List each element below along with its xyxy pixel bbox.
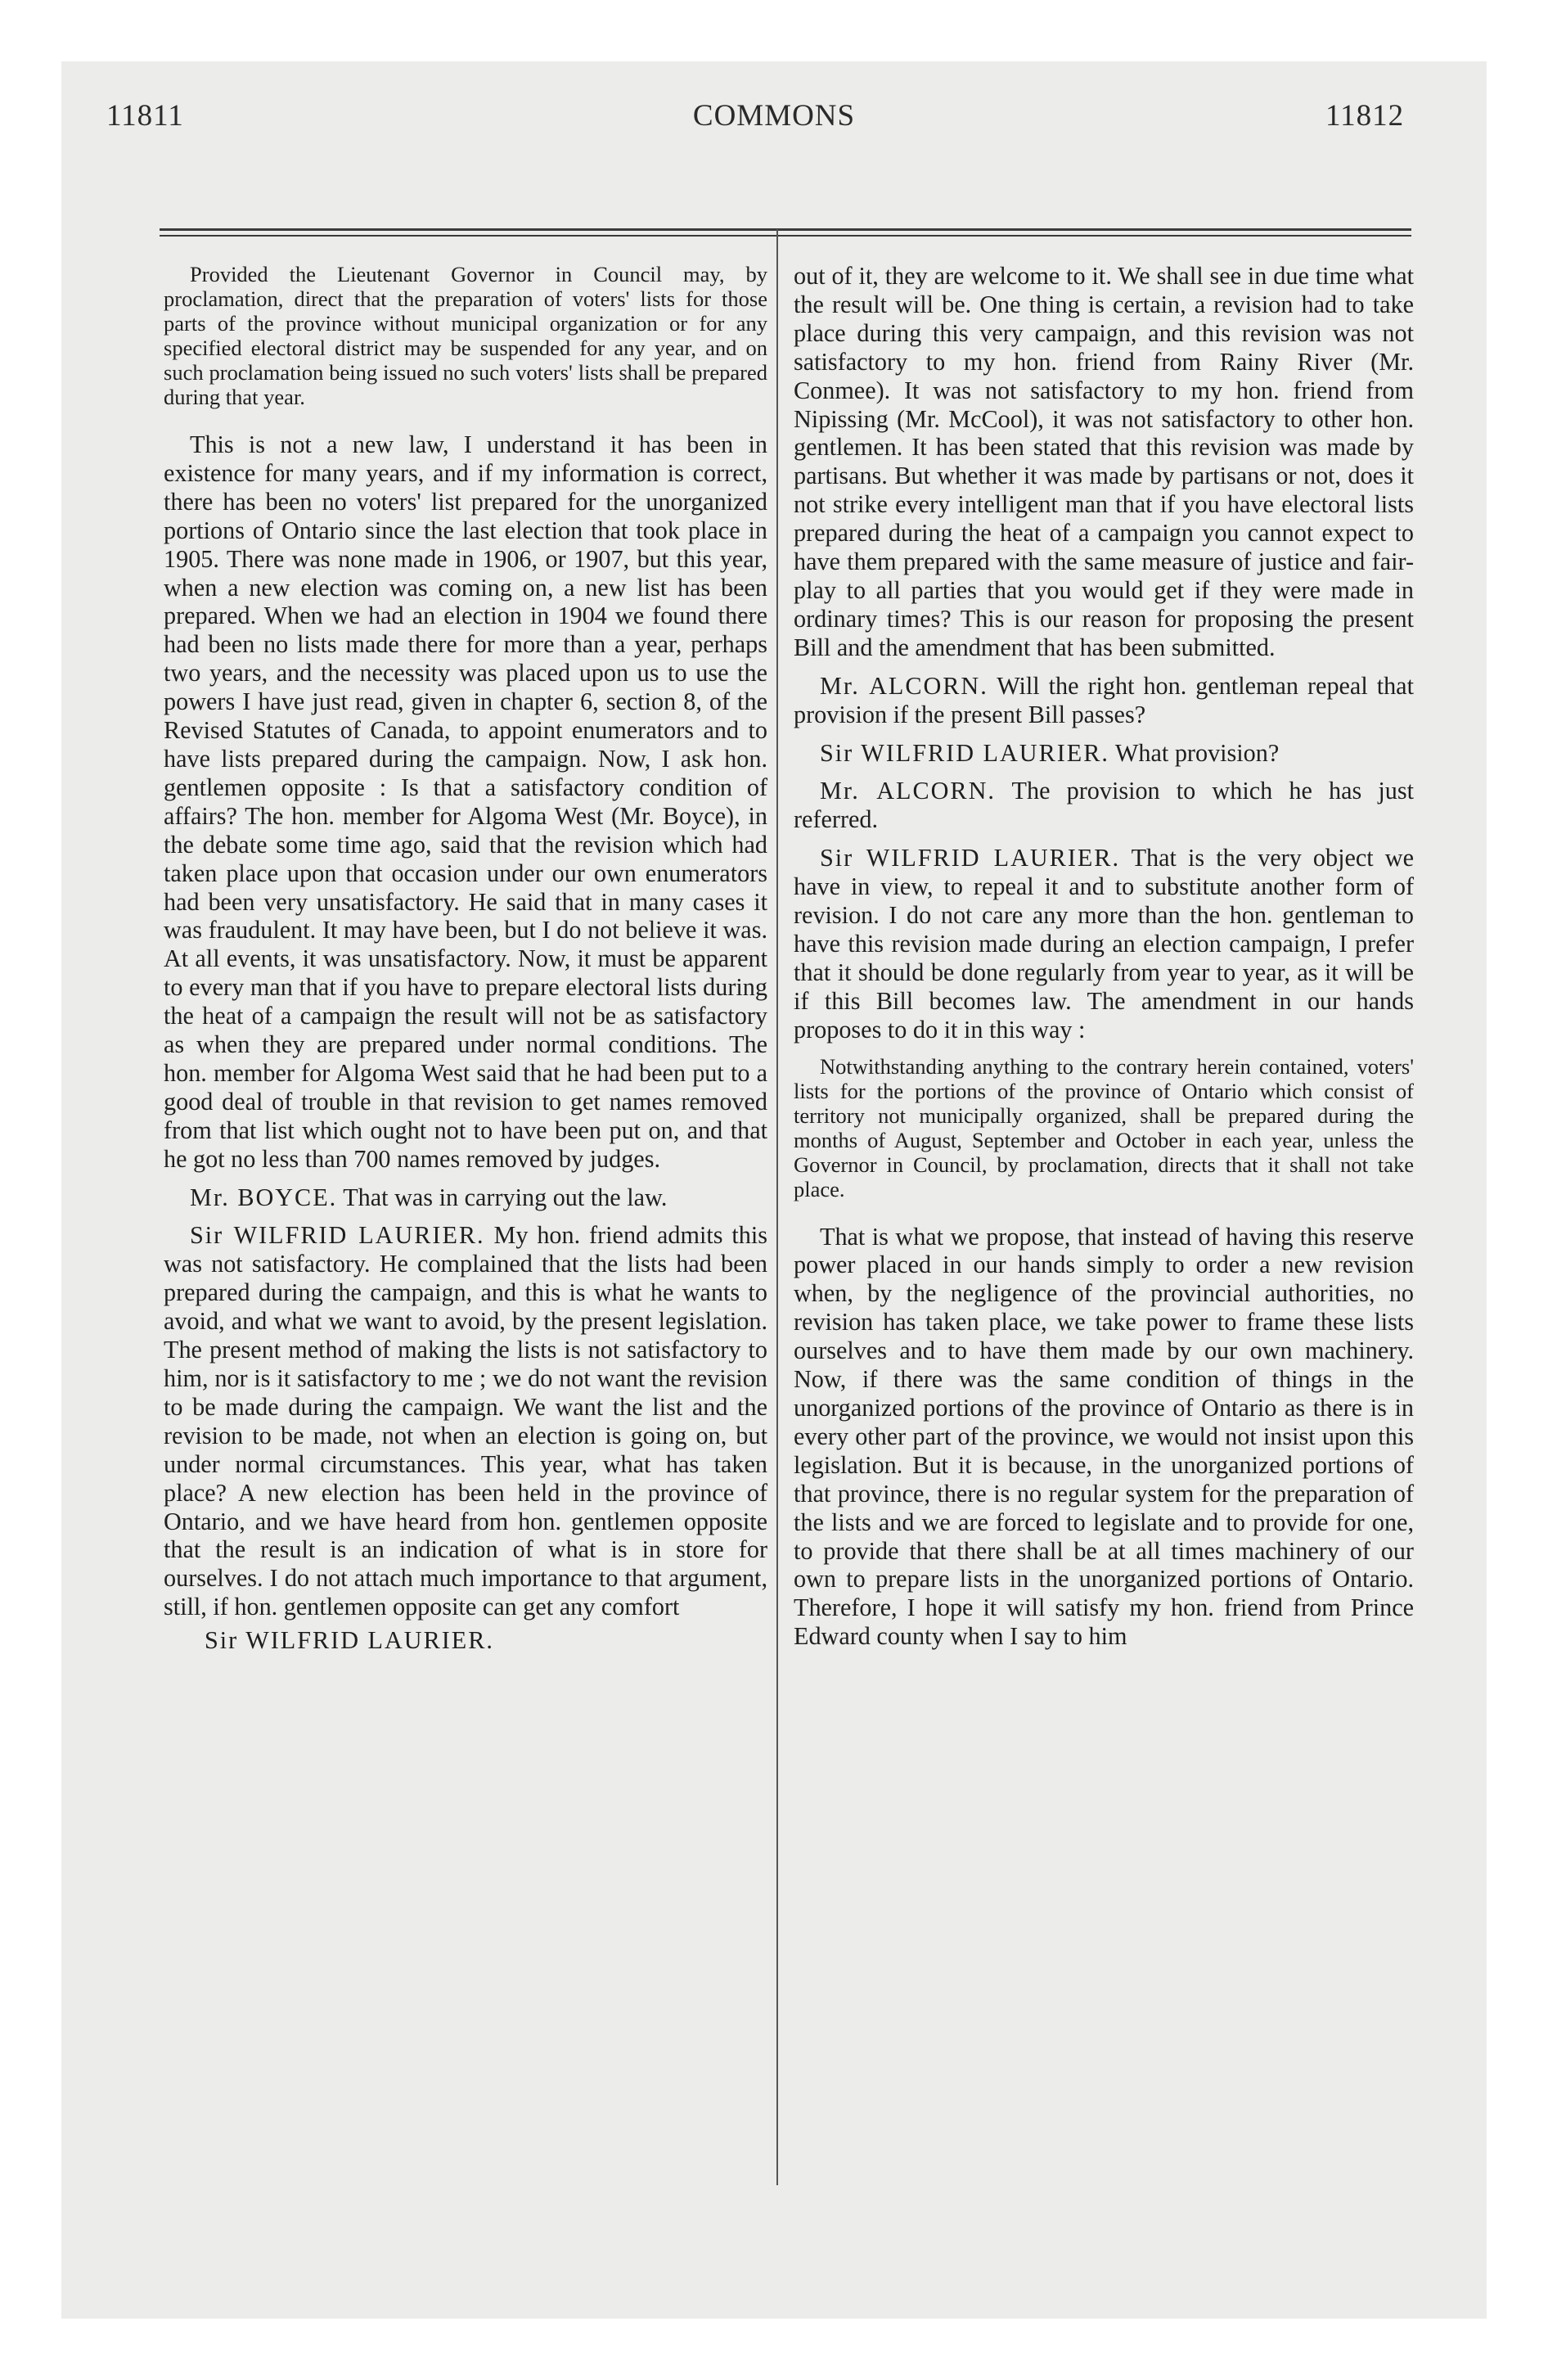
speaker-name: Mr. BOYCE. <box>190 1183 338 1211</box>
speaker-name: Sir WILFRID LAURIER. <box>820 738 1109 767</box>
speech-laurier <box>794 844 1414 1044</box>
speaker-name: Mr. ALCORN. <box>820 671 988 700</box>
speaker-name: Sir WILFRID LAURIER. <box>820 844 1120 872</box>
running-footer: Sir WILFRID LAURIER. <box>205 1626 494 1655</box>
paragraph: This is not a new law, I understand it has been in existence for many years, and if my information is correct, there has been no voters' list prepared for the unorganized portions of Ontario since the last election that took place in 1905. There was none made in 1906, or 1907, but this year, when a new election was coming on, a new list has been prepared. When we had an election in 1904 we found there had been no lists made there for more than a year, perhaps two years, and the necessity was placed upon us to use the powers I have just read, given in chapter 6, section 8, of the Revised Statutes of Canada, to appoint enumerators and to have lists prepared during the campaign. Now, I ask hon. gentlemen opposite : Is that a satisfactory condition of affairs? The hon. member for Algoma West (Mr. Boyce), in the debate some time ago, said that the revision which had taken place upon that occasion under our own enumerators had been very unsatisfactory. He said that in many cases it was fraudulent. It may have been, but I do not believe it was. At all events, it was unsatisfactory. Now, it must be apparent to every man that if you have to prepare electoral lists during the heat of a campaign the result will not be as satisfactory as when they are prepared under normal conditions. The hon. member for Algoma West said that he had been put to a good deal of trouble in that revision to get names removed from that list which ought not to have been put on, and that he got no less than 700 names removed by judges. <box>164 430 767 1173</box>
speech-text: My hon. friend admits this was not satisfactory. He complained that the lists had been prepared during the campaign, and this is what he wants to avoid, and what we want to avoid, by the present legislation. The present method of making the lists is not satisfactory to him, nor is it satisfactory to me ; we do not want the revision to be made during the campaign. We want the list and the revision to be made, not when an election is going on, but under normal circumstances. This year, what has taken place? A new election has been held in the province of Ontario, and we have heard from hon. gentlemen opposite that the result is an indication of what is in store for ourselves. I do not attach much importance to that argument, still, if hon. gentlemen opposite can get any comfort <box>164 1221 768 1621</box>
speech-alcorn <box>794 672 1414 729</box>
right-column <box>794 262 1414 1661</box>
header-rule-bottom <box>160 235 1411 237</box>
left-column <box>164 262 767 1665</box>
speech-laurier <box>164 1221 767 1621</box>
speech-alcorn <box>794 777 1414 834</box>
quoted-amendment: Notwithstanding anything to the contrary herein contained, voters' lists for the portions of the province of Ontario which consist of territory not municipally organized, shall be prepared during the months of August, September and October in each year, unless the Governor in Council, by proclamation, directs that it shall not take place. <box>794 1053 1414 1201</box>
speaker-name: Mr. ALCORN. <box>820 777 996 805</box>
speech-text: The provision to which he has just referred. <box>794 777 1414 834</box>
header-rule-top <box>160 228 1411 231</box>
speaker-name: Sir WILFRID LAURIER. <box>190 1221 485 1250</box>
speech-laurier <box>794 739 1414 768</box>
speech-text: Will the right hon. gentleman repeal that provision if the present Bill passes? <box>794 671 1414 728</box>
page-number-left: 11811 <box>106 99 184 133</box>
quoted-statute: Provided the Lieutenant Governor in Council may, by proclamation, direct that the preparation of voters' lists for those parts of the province without municipal organization or for any specified electoral district may be suspended for any year, and on such proclamation being issued no such voters' lists shall be prepared during that year. <box>164 262 767 409</box>
column-divider <box>776 229 778 2185</box>
speech-text: That is the very object we have in view, to repeal it and to substitute another form of revision. I do not care any more than the hon. gentleman to have this revision made during an election campaign, I prefer that it should be done regularly from year to year, as it will be if this Bill becomes law. The amendment in our hands proposes to do it in this way : <box>794 844 1414 1044</box>
running-head: COMMONS <box>692 99 856 133</box>
speech-text: What provision? <box>1114 738 1280 767</box>
paragraph: That is what we propose, that instead of having this reserve power placed in our hands simply to order a new revision when, by the negligence of the provincial authorities, no revision has taken place, we take power to frame these lists ourselves and to have them made by our own machinery. Now, if there was the same condition of things in the unorganized portions of the province of Ontario as there is in every other part of the province, we would not insist upon this legislation. But it is because, in the unorganized portions of that province, there is no regular system for the preparation of the lists and we are forced to legislate and to provide for one, to provide that there shall be at all times machinery of our own to prepare lists in the unorganized portions of Ontario. Therefore, I hope it will satisfy my hon. friend from Prince Edward county when I say to him <box>794 1222 1414 1651</box>
paragraph: out of it, they are welcome to it. We shall see in due time what the result will be. One thing is certain, a revision had to take place during this very campaign, and this revision was not satisfactory to my hon. friend from Rainy River (Mr. Conmee). It was not satisfactory to my hon. friend from Nipissing (Mr. McCool), it was not satisfactory to other hon. gentlemen. It has been stated that this revision was made by partisans. But whether it was made by partisans or not, does it not strike every intelligent man that if you have electoral lists prepared during the heat of a campaign you cannot expect to have them prepared with the same measure of justice and fair-play to all parties that you would get if they were made in ordinary times? This is our reason for proposing the present Bill and the amendment that has been submitted. <box>794 262 1414 661</box>
speech-boyce <box>164 1183 767 1212</box>
speech-text: That was in carrying out the law. <box>343 1183 668 1211</box>
page-number-right: 11812 <box>1325 99 1405 133</box>
